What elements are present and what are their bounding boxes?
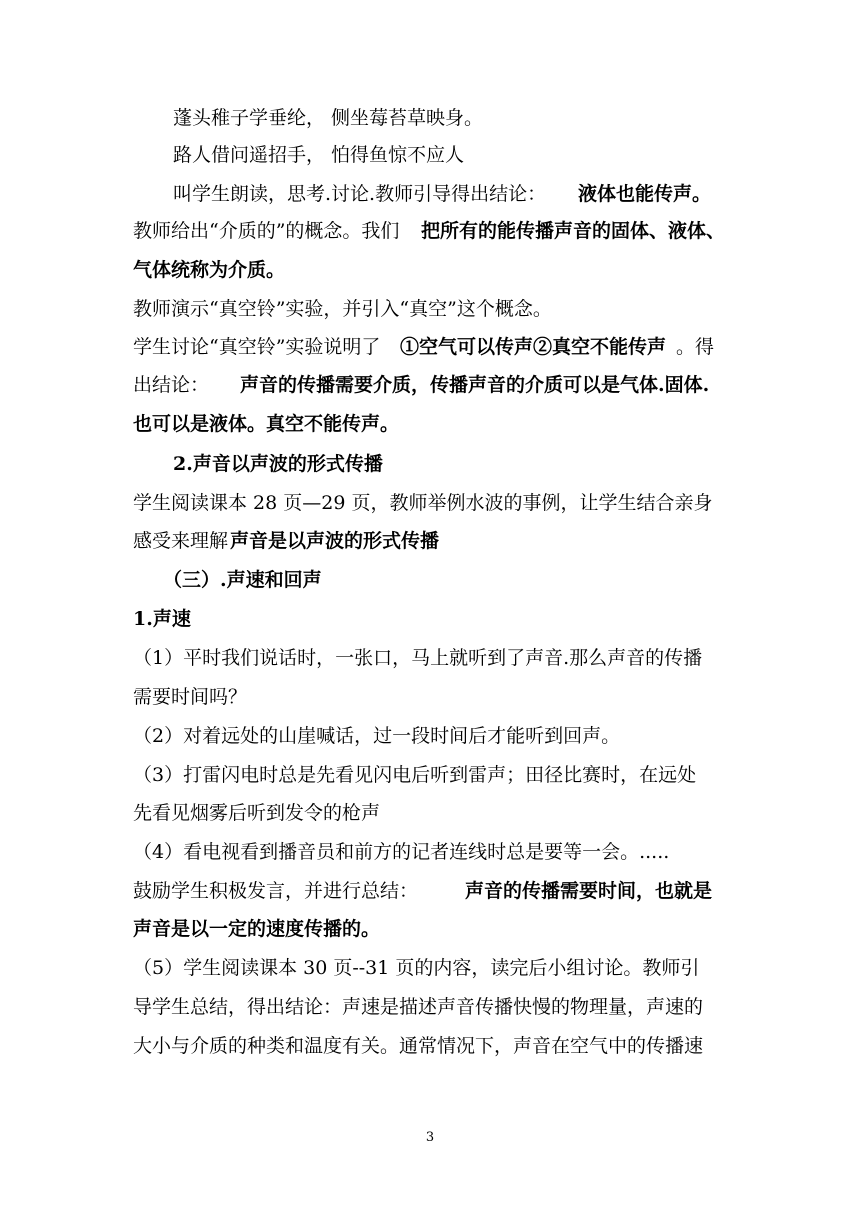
text-segment: 出结论： bbox=[133, 374, 210, 396]
text-line bbox=[0, 718, 860, 754]
bold-text-segment: 1.声速 bbox=[133, 608, 191, 630]
text-line bbox=[0, 176, 860, 212]
text-segment: 学生阅读课本 28 页—29 页，教师举例水波的事例，让学生结合亲身 bbox=[133, 492, 713, 514]
text-segment: 鼓励学生积极发言，并进行总结： bbox=[133, 880, 419, 902]
text-segment: 。得 bbox=[676, 336, 715, 358]
text-segment: 蓬头稚子学垂纶， 侧坐莓苔草映身。 bbox=[173, 107, 484, 129]
text-line bbox=[0, 523, 860, 559]
text-line bbox=[0, 406, 860, 442]
text-line bbox=[0, 679, 860, 715]
bold-text-segment: 也可以是液体。真空不能传声。 bbox=[133, 413, 400, 435]
text-line bbox=[0, 1028, 860, 1064]
text-line bbox=[0, 446, 860, 482]
bold-text-segment: 2.声音以声波的形式传播 bbox=[173, 453, 383, 475]
text-line bbox=[0, 252, 860, 288]
text-segment: 导学生总结，得出结论：声速是描述声音传播快慢的物理量，声速的 bbox=[133, 996, 704, 1018]
bold-text-segment: 液体也能传声。 bbox=[578, 183, 712, 205]
text-segment: 路人借问遥招手， 怕得鱼惊不应人 bbox=[173, 144, 465, 166]
bold-text-segment: 声音是以一定的速度传播的。 bbox=[133, 918, 381, 940]
bold-text-segment: 气体统称为介质。 bbox=[133, 259, 286, 281]
text-line bbox=[0, 795, 860, 831]
bold-text-segment: 把所有的能传播声音的固体、液体、 bbox=[421, 220, 726, 242]
text-line bbox=[0, 213, 860, 249]
text-segment: 学生讨论“真空铃”实验说明了 bbox=[133, 336, 381, 358]
bold-text-segment: （三）.声速和回声 bbox=[163, 569, 322, 591]
text-line bbox=[0, 873, 860, 909]
bold-text-segment: 声音是以声波的形式传播 bbox=[230, 530, 440, 552]
text-line bbox=[0, 485, 860, 521]
bold-text-segment: ①空气可以传声②真空不能传声 bbox=[400, 336, 667, 358]
text-segment: 叫学生朗读，思考.讨论.教师引导得出结论： bbox=[173, 183, 547, 205]
text-line bbox=[0, 911, 860, 947]
text-segment: （1）平时我们说话时，一张口，马上就听到了声音.那么声音的传播 bbox=[133, 647, 703, 669]
bold-text-segment: 声音的传播需要介质，传播声音的介质可以是气体.固体. bbox=[240, 374, 710, 396]
text-line bbox=[0, 757, 860, 793]
text-segment: 教师给出“介质的”的概念。我们 bbox=[133, 220, 400, 242]
text-line bbox=[0, 640, 860, 676]
text-line bbox=[0, 834, 860, 870]
text-line bbox=[0, 989, 860, 1025]
text-line bbox=[0, 137, 860, 173]
text-line bbox=[0, 291, 860, 327]
bold-text-segment: 声音的传播需要时间，也就是 bbox=[465, 880, 713, 902]
text-line bbox=[0, 562, 860, 598]
text-line bbox=[0, 329, 860, 365]
text-segment: （5）学生阅读课本 30 页--31 页的内容，读完后小组讨论。教师引 bbox=[133, 957, 700, 979]
text-segment: 需要时间吗？ bbox=[133, 686, 248, 708]
text-segment: 教师演示“真空铃”实验，并引入“真空”这个概念。 bbox=[133, 298, 552, 320]
text-segment: 大小与介质的种类和温度有关。通常情况下，声音在空气中的传播速 bbox=[133, 1035, 704, 1057]
text-segment: 先看见烟雾后听到发令的枪声 bbox=[133, 802, 381, 824]
text-segment: 感受来理解 bbox=[133, 530, 229, 552]
text-segment: （3）打雷闪电时总是先看见闪电后听到雷声；田径比赛时，在远处 bbox=[133, 764, 697, 786]
text-line bbox=[0, 601, 860, 637]
page-number: 3 bbox=[425, 1130, 435, 1145]
text-segment: （4）看电视看到播音员和前方的记者连线时总是要等一会。..... bbox=[133, 841, 670, 863]
text-line bbox=[0, 100, 860, 136]
text-line bbox=[0, 950, 860, 986]
text-line bbox=[0, 367, 860, 403]
text-segment: （2）对着远处的山崖喊话，过一段时间后才能听到回声。 bbox=[133, 725, 621, 747]
